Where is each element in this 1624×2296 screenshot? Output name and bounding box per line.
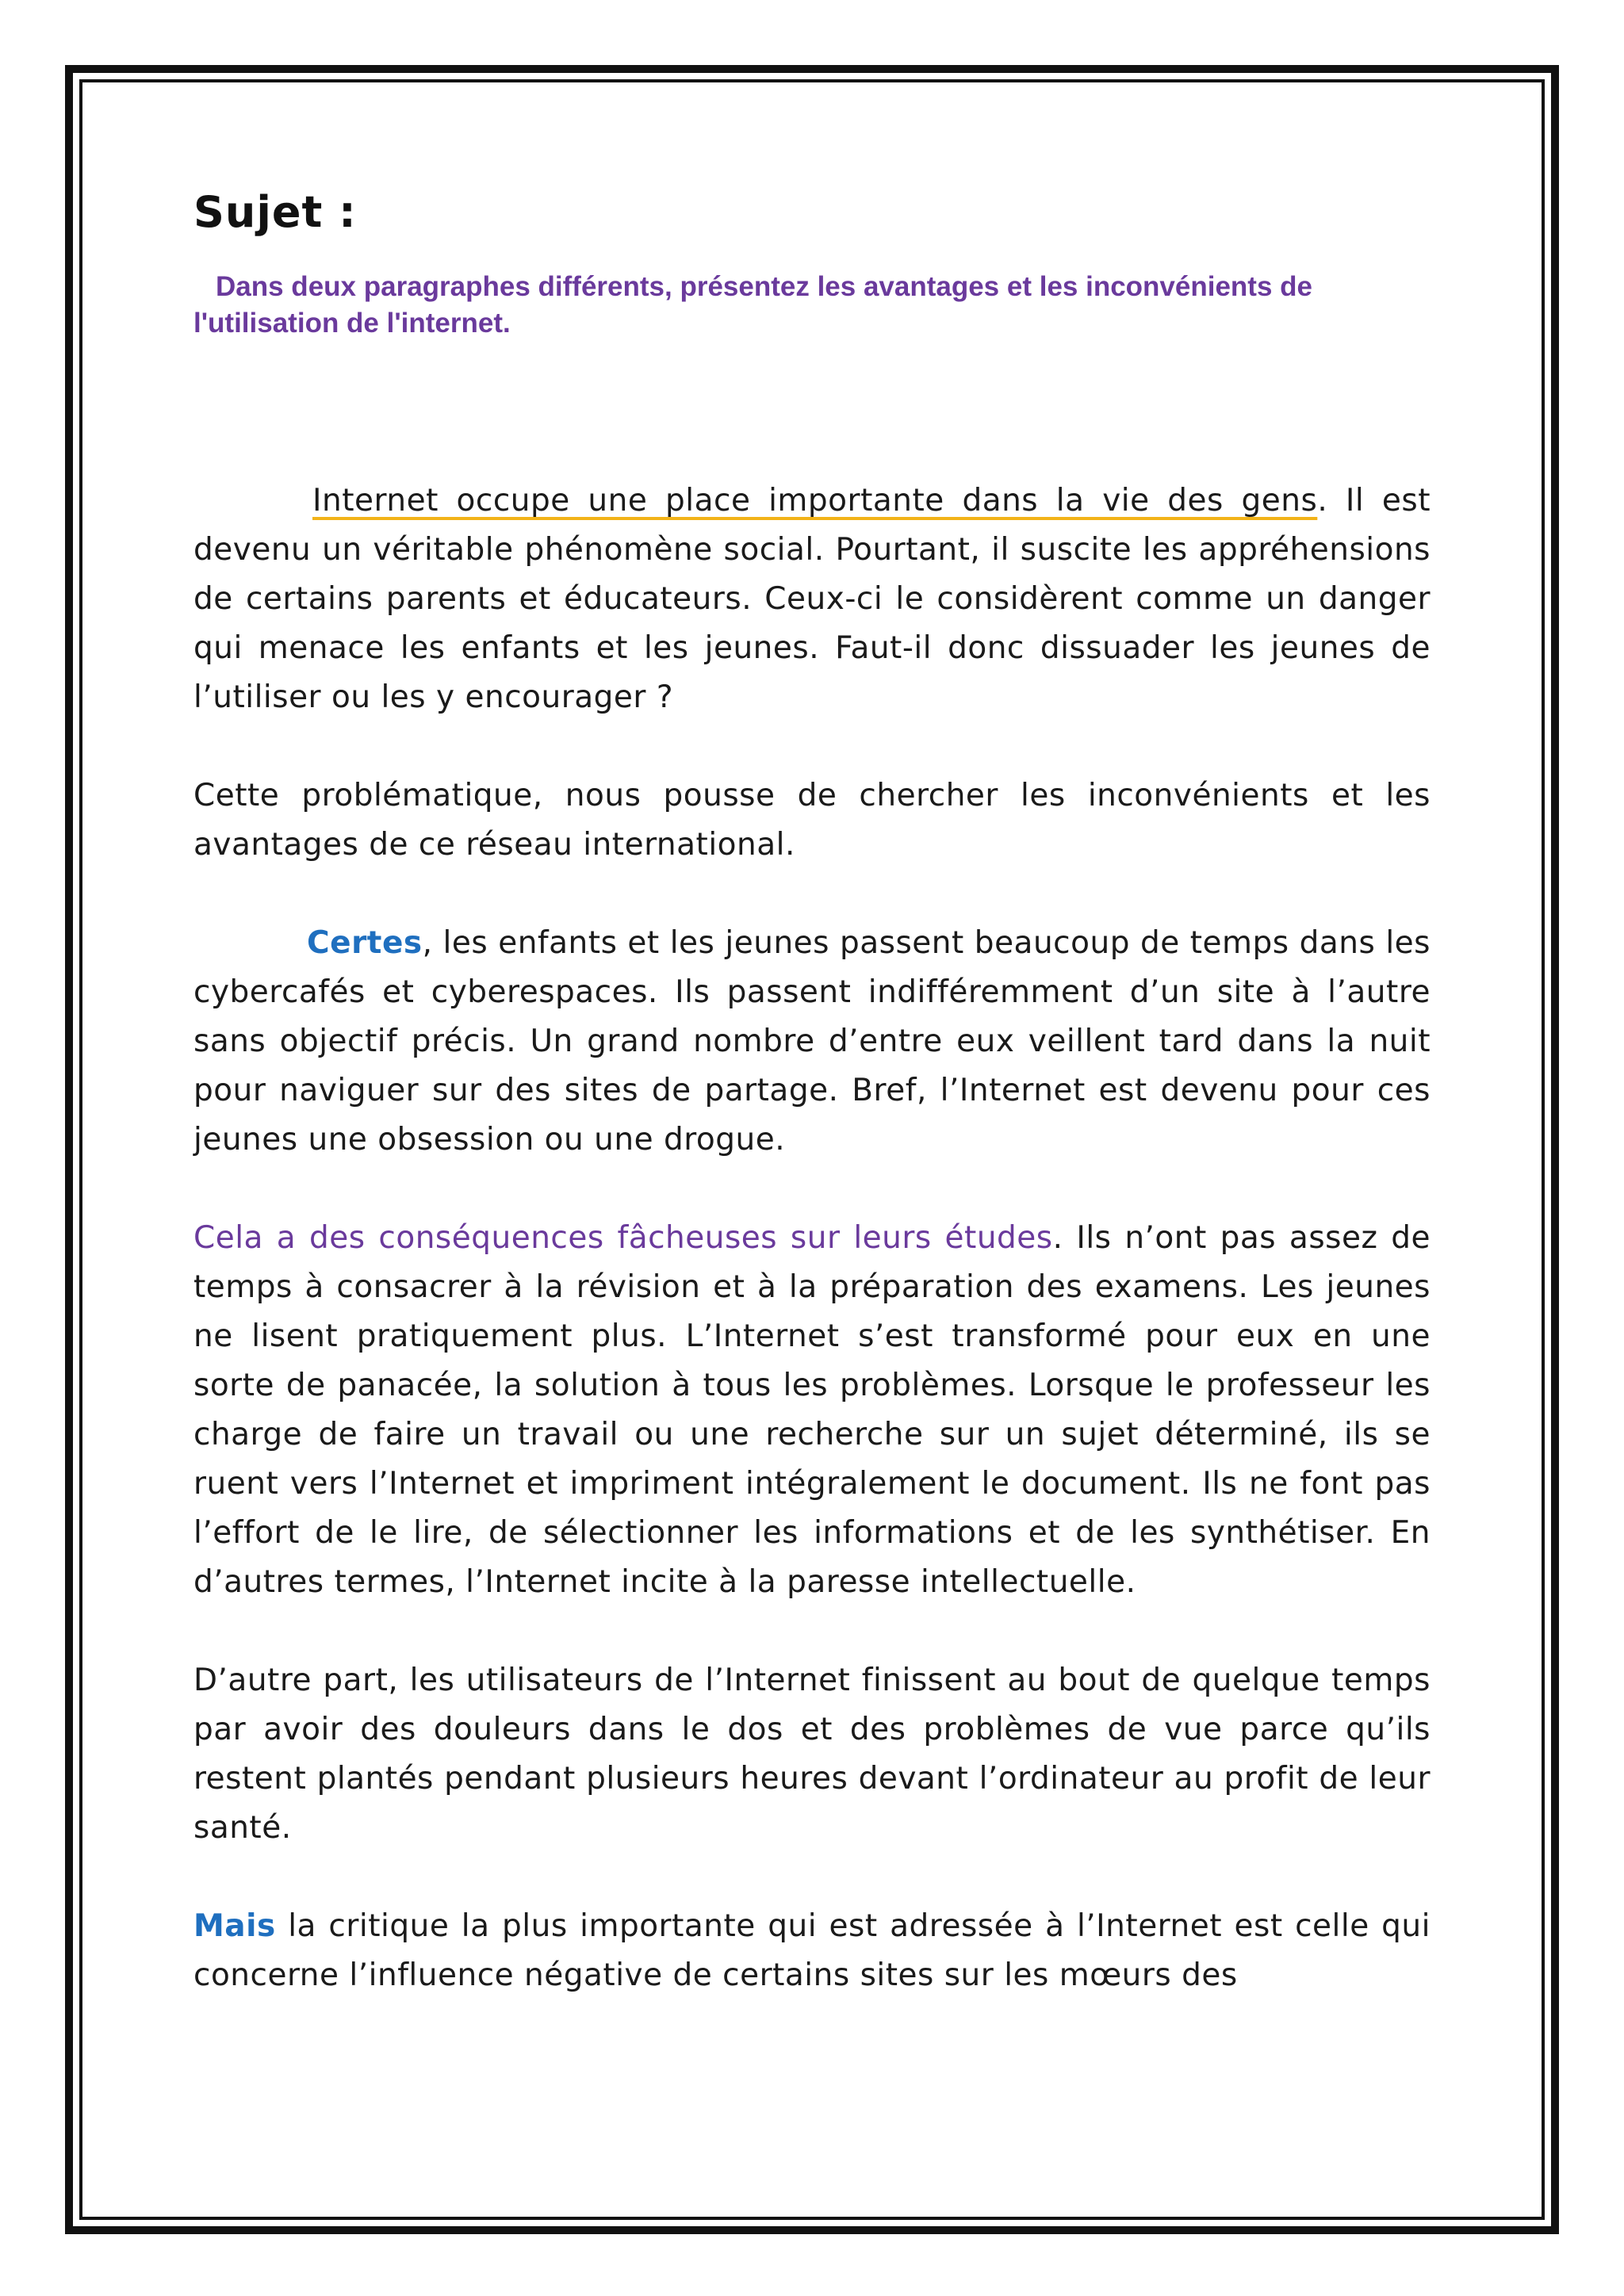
paragraph-introduction	[193, 476, 1431, 722]
keyword-mais: Mais	[193, 1908, 276, 1944]
page-title: Sujet :	[193, 187, 357, 237]
paragraph-text: la critique la plus importante qui est adressée à l’Internet est celle qui concerne l’influence négative de certains sites sur les mœurs des	[193, 1908, 1431, 1993]
paragraph-problematic: Cette problématique, nous pousse de chercher les inconvénients et les avantages de ce réseau international.	[193, 778, 1431, 863]
paragraph-certes	[193, 919, 1431, 1165]
highlighted-phrase: Cela a des conséquences fâcheuses sur leurs études	[193, 1220, 1053, 1256]
paragraph-mais	[193, 1902, 1431, 2000]
paragraph-consequences	[193, 1214, 1431, 1607]
keyword-certes: Certes	[307, 925, 423, 961]
paragraph-health: D’autre part, les utilisateurs de l’Internet finissent au bout de quelque temps par avoir des douleurs dans le dos et des problèmes de vue parce qu’ils restent plantés pendant plusieurs heures devant l’ordinateur au profit de leur santé.	[193, 1663, 1431, 1846]
subject-statement: Dans deux paragraphes différents, présentez les avantages et les inconvénients de l'utilisation de l'internet.	[193, 271, 1312, 339]
paragraph-text: , les enfants et les jeunes passent beaucoup de temps dans les cybercafés et cyberespaces. Ils passent indifféremment d’un site à l’autre sans objectif précis. Un grand nombre d’entre eux veillent tard dans la nuit pour naviguer sur des sites de partage. Bref, l’Internet est devenu pour ces jeunes une obsession ou une drogue.	[193, 925, 1431, 1158]
paragraph-text: . Il est devenu un véritable phénomène social. Pourtant, il suscite les appréhensions de certains parents et éducateurs. Ceux-ci le considèrent comme un danger qui menace les enfants et les jeunes. Faut-il donc dissuader les jeunes de l’utiliser ou les y encourager ?	[193, 483, 1431, 715]
paragraph-text: . Ils n’ont pas assez de temps à consacrer à la révision et à la préparation des examens. Les jeunes ne lisent pratiquement plus. L’Internet s’est transformé pour eux en une sorte de panacée, la solution à tous les problèmes. Lorsque le professeur les charge de faire un travail ou une recherche sur un sujet déterminé, ils se ruent vers l’Internet et impriment intégralement le document. Ils ne font pas l’effort de le lire, de sélectionner les informations et de les synthétiser. En d’autres termes, l’Internet incite à la paresse intellectuelle.	[193, 1220, 1431, 1600]
document-body	[193, 187, 1431, 2049]
underlined-phrase: Internet occupe une place importante dans la vie des gens	[312, 483, 1318, 519]
